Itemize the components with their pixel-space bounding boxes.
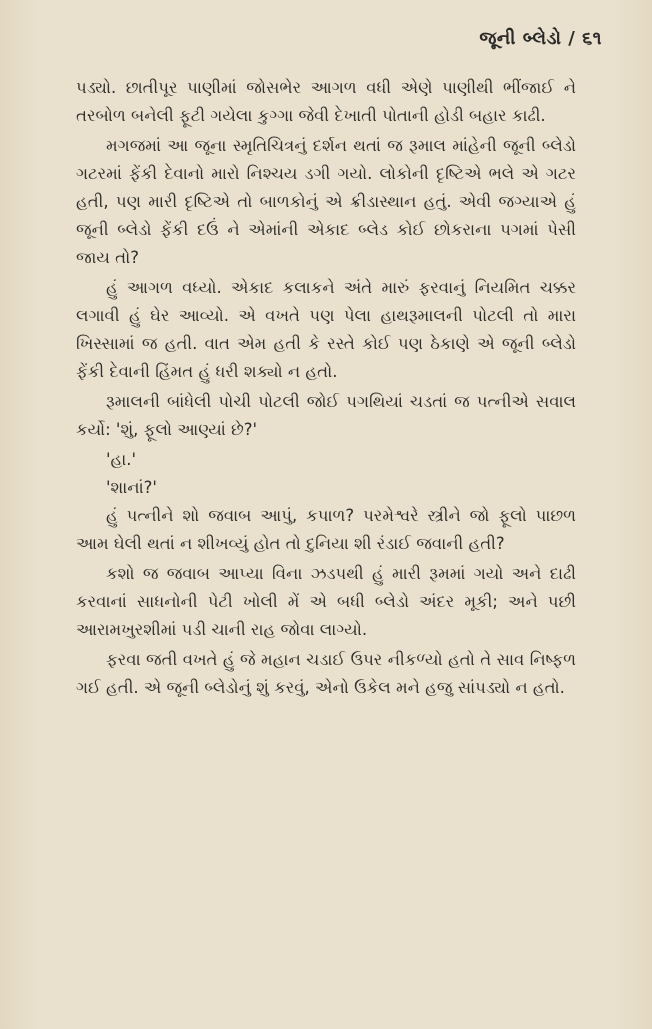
running-head: જૂની બ્લેડો / ૬૧	[479, 28, 602, 49]
body-text	[76, 74, 576, 704]
paragraph-7: ફરવા જતી વખતે હું જે મહાન ચડાઈ ઉપર નીકળ્યો હતો તે સાવ નિષ્ફળ ગઈ હતી. એ જૂની બ્લેડોનું શું કરવું, એનો ઉકેલ મને હજુ સાંપડ્યો ન હતો.	[76, 650, 576, 697]
paragraph-5: હું પત્નીને શો જવાબ આપું, કપાળ? પરમેશ્વરે સ્ત્રીને જો ફૂલો પાછળ આમ ઘેલી થતાં ન શીખવ્યું હોત તો દુનિયા શી રંડાઈ જવાની હતી?	[76, 506, 576, 553]
paragraph-1: પડ્યો. છાતીપૂર પાણીમાં જોસભેર આગળ વધી એણે પાણીથી ભીંજાઈ ને તરબોળ બનેલી ફૂટી ગયેલા કુગ્ગા જેવી દેખાતી પોતાની હોડી બહાર કાઢી.	[76, 78, 576, 125]
paragraph-4: રૂમાલની બાંધેલી પોચી પોટલી જોઈ પગથિયાં ચડતાં જ પત્નીએ સવાલ કર્યો: 'શું, ફૂલો આણ્યાં છે?'	[76, 392, 576, 439]
dialog-line-1: 'હા.'	[106, 450, 137, 469]
dialog-line-2: 'શાનાં?'	[106, 478, 157, 497]
paragraph-6: કશો જ જવાબ આપ્યા વિના ઝડપથી હું મારી રૂમમાં ગયો અને દાઢી કરવાનાં સાધનોની પેટી ખોલી મેં એ બધી બ્લેડો અંદર મૂકી; અને પછી આરામખુરશીમાં પડી ચાની રાહ જોવા લાગ્યો.	[76, 564, 576, 639]
paragraph-2: મગજમાં આ જૂના સ્મૃતિચિત્રનું દર્શન થતાં જ રૂમાલ માંહેની જૂની બ્લેડો ગટરમાં ફેંકી દેવાનો મારો નિશ્ચય ડગી ગયો. લોકોની દૃષ્ટિએ ભલે એ ગટર હતી, પણ મારી દૃષ્ટિએ તો બાળકોનું એ ક્રીડાસ્થાન હતું. એવી જગ્યાએ હું જૂની બ્લેડો ફેંકી દઉં ને એમાંની એકાદ બ્લેડ કોઈ છોકરાના પગમાં પેસી જાય તો?	[76, 136, 576, 267]
paragraph-3: હું આગળ વધ્યો. એકાદ કલાકને અંતે મારું ફરવાનું નિયમિત ચક્કર લગાવી હું ઘેર આવ્યો. એ વખતે પણ પેલા હાથરૂમાલની પોટલી તો મારા ખિસ્સામાં જ હતી. વાત એમ હતી કે રસ્તે કોઈ પણ ઠેકાણે એ જૂની બ્લેડો ફેંકી દેવાની હિંમત હું ધરી શક્યો ન હતો.	[76, 278, 576, 381]
